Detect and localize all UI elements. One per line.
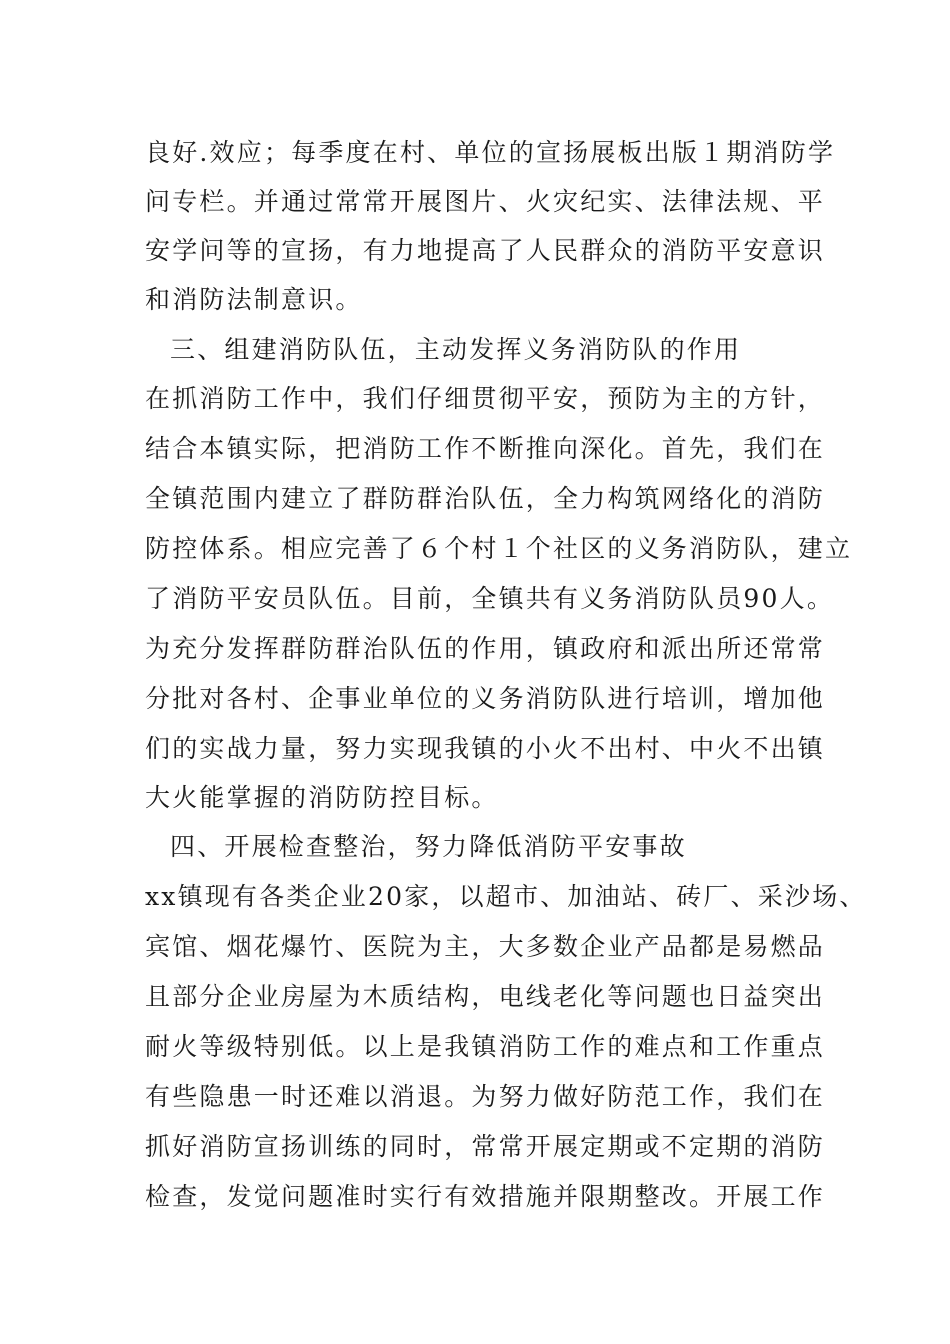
body-text-line: 分批对各村、企事业单位的义务消防队进行培训，增加他 [145, 684, 826, 713]
body-text-line: 问专栏。并通过常常开展图片、火灾纪实、法律法规、平 [145, 187, 826, 216]
body-text-line: 全镇范围内建立了群防群治队伍，全力构筑网络化的消防 [145, 484, 826, 513]
body-text-line: 在抓消防工作中，我们仔细贯彻平安，预防为主的方针， [145, 384, 826, 413]
section-heading: 三、组建消防队伍，主动发挥义务消防队的作用 [170, 335, 742, 364]
body-text-line: 宾馆、烟花爆竹、医院为主，大多数企业产品都是易燃品 [145, 932, 826, 961]
body-text-line: xx镇现有各类企业20家，以超市、加油站、砖厂、采沙场、 [145, 882, 867, 911]
body-text-line: 防控体系。相应完善了６个村１个社区的义务消防队，建立 [145, 534, 853, 563]
body-text-line: 为充分发挥群防群治队伍的作用，镇政府和派出所还常常 [145, 634, 826, 663]
section-heading: 四、开展检查整治，努力降低消防平安事故 [170, 832, 687, 861]
body-text-line: 们的实战力量，努力实现我镇的小火不出村、中火不出镇 [145, 734, 826, 763]
body-text-line: 和消防法制意识。 [145, 285, 363, 314]
body-text-line: 且部分企业房屋为木质结构，电线老化等问题也日益突出 [145, 982, 826, 1011]
body-text-line: 大火能掌握的消防防控目标。 [145, 783, 499, 812]
body-text-line: 良好.效应；每季度在村、单位的宣扬展板出版１期消防学 [145, 138, 836, 167]
body-text-line: 安学问等的宣扬，有力地提高了人民群众的消防平安意识 [145, 236, 826, 265]
body-text-line: 检查，发觉问题准时实行有效措施并限期整改。开展工作 [145, 1182, 826, 1211]
body-text-line: 有些隐患一时还难以消退。为努力做好防范工作，我们在 [145, 1082, 826, 1111]
body-text-line: 耐火等级特别低。以上是我镇消防工作的难点和工作重点 [145, 1032, 826, 1061]
body-text-line: 了消防平安员队伍。目前，全镇共有义务消防队员90人。 [145, 584, 835, 613]
body-text-line: 抓好消防宣扬训练的同时，常常开展定期或不定期的消防 [145, 1132, 826, 1161]
body-text-line: 结合本镇实际，把消防工作不断推向深化。首先，我们在 [145, 434, 826, 463]
